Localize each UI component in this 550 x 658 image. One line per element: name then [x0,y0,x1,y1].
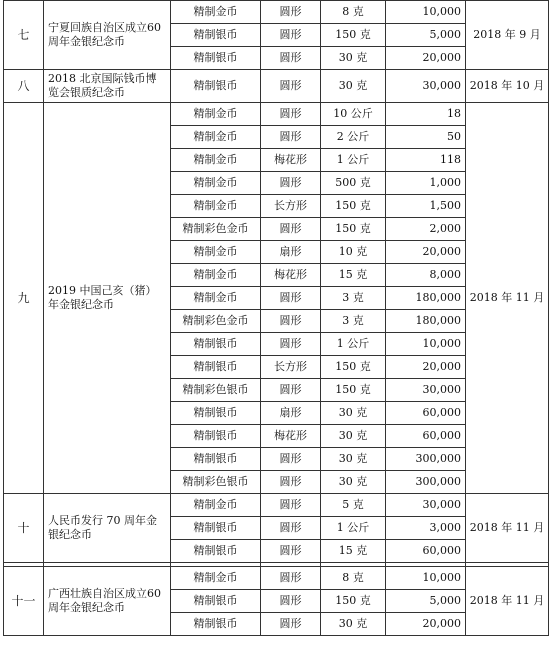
coin-type-cell: 精制金币 [171,1,261,24]
coin-shape-cell: 圆形 [261,590,321,613]
coin-spec-cell: 1 公斤 [321,149,386,172]
coin-spec-cell: 500 克 [321,172,386,195]
coin-quantity-cell: 300,000 [386,448,466,471]
coin-shape-cell: 圆形 [261,567,321,590]
table-body [4,1,549,636]
coin-type-cell: 精制彩色银币 [171,471,261,494]
coin-quantity-cell: 30,000 [386,379,466,402]
coin-type-cell: 精制金币 [171,195,261,218]
coin-type-cell: 精制银币 [171,517,261,540]
coin-type-cell: 精制银币 [171,590,261,613]
coin-type-cell: 精制彩色金币 [171,310,261,333]
coin-type-cell: 精制彩色银币 [171,379,261,402]
coin-type-cell: 精制银币 [171,540,261,563]
coin-quantity-cell: 60,000 [386,425,466,448]
coin-shape-cell: 扇形 [261,402,321,425]
coin-type-cell: 精制彩色金币 [171,218,261,241]
coin-shape-cell: 圆形 [261,287,321,310]
coin-spec-cell: 150 克 [321,24,386,47]
coin-spec-cell: 1 公斤 [321,517,386,540]
coin-shape-cell: 圆形 [261,70,321,103]
coin-program-name-cell: 人民币发行 70 周年金银纪念币 [44,494,171,563]
coin-quantity-cell: 60,000 [386,402,466,425]
group-seq-cell: 八 [4,70,44,103]
coin-spec-cell: 150 克 [321,218,386,241]
issue-date-cell: 2018 年 9 月 [466,1,549,70]
coin-spec-cell: 3 克 [321,310,386,333]
coin-shape-cell: 圆形 [261,47,321,70]
coin-quantity-cell: 1,500 [386,195,466,218]
coin-quantity-cell: 30,000 [386,70,466,103]
coin-program-name-cell: 广西壮族自治区成立60周年金银纪念币 [44,567,171,636]
coin-type-cell: 精制金币 [171,103,261,126]
coin-shape-cell: 圆形 [261,126,321,149]
coin-shape-cell: 圆形 [261,1,321,24]
coin-spec-cell: 30 克 [321,471,386,494]
table-row [4,567,549,590]
table-row [4,103,549,126]
coin-type-cell: 精制银币 [171,613,261,636]
coin-spec-cell: 30 克 [321,402,386,425]
coin-spec-cell: 8 克 [321,1,386,24]
coin-spec-cell: 30 克 [321,613,386,636]
coin-type-cell: 精制银币 [171,402,261,425]
coin-quantity-cell: 10,000 [386,1,466,24]
coin-shape-cell: 圆形 [261,218,321,241]
coin-quantity-cell: 1,000 [386,172,466,195]
coin-quantity-cell: 2,000 [386,218,466,241]
coin-spec-cell: 150 克 [321,379,386,402]
coin-quantity-cell: 118 [386,149,466,172]
coin-type-cell: 精制金币 [171,567,261,590]
coin-spec-cell: 8 克 [321,567,386,590]
coin-quantity-cell: 5,000 [386,24,466,47]
coin-shape-cell: 梅花形 [261,149,321,172]
coin-type-cell: 精制银币 [171,425,261,448]
coin-shape-cell: 梅花形 [261,425,321,448]
coin-shape-cell: 长方形 [261,356,321,379]
coin-shape-cell: 圆形 [261,494,321,517]
coin-type-cell: 精制银币 [171,24,261,47]
coin-quantity-cell: 3,000 [386,517,466,540]
coin-quantity-cell: 20,000 [386,47,466,70]
coin-shape-cell: 圆形 [261,448,321,471]
coin-quantity-cell: 180,000 [386,287,466,310]
coin-shape-cell: 圆形 [261,333,321,356]
coin-type-cell: 精制金币 [171,287,261,310]
coin-type-cell: 精制金币 [171,149,261,172]
coin-program-name-cell: 宁夏回族自治区成立60周年金银纪念币 [44,1,171,70]
coin-quantity-cell: 20,000 [386,356,466,379]
issue-date-cell: 2018 年 11 月 [466,494,549,563]
coin-spec-cell: 30 克 [321,448,386,471]
group-seq-cell: 七 [4,1,44,70]
coin-shape-cell: 圆形 [261,103,321,126]
coin-spec-cell: 1 公斤 [321,333,386,356]
group-seq-cell: 十 [4,494,44,563]
coin-shape-cell: 圆形 [261,379,321,402]
coin-spec-cell: 30 克 [321,425,386,448]
coin-program-name-cell: 2018 北京国际钱币博览会银质纪念币 [44,70,171,103]
coin-shape-cell: 圆形 [261,517,321,540]
coin-type-cell: 精制银币 [171,70,261,103]
table-row [4,70,549,103]
table-row [4,1,549,24]
issue-date-cell: 2018 年 11 月 [466,567,549,636]
coin-shape-cell: 圆形 [261,540,321,563]
coin-shape-cell: 圆形 [261,310,321,333]
coin-shape-cell: 圆形 [261,172,321,195]
coin-type-cell: 精制金币 [171,264,261,287]
coin-quantity-cell: 300,000 [386,471,466,494]
coin-spec-cell: 15 克 [321,264,386,287]
coin-spec-cell: 150 克 [321,195,386,218]
coin-spec-cell: 5 克 [321,494,386,517]
coin-issuance-table [3,0,549,636]
coin-spec-cell: 2 公斤 [321,126,386,149]
coin-type-cell: 精制金币 [171,241,261,264]
coin-type-cell: 精制银币 [171,333,261,356]
group-seq-cell: 十一 [4,567,44,636]
coin-spec-cell: 10 克 [321,241,386,264]
coin-spec-cell: 10 公斤 [321,103,386,126]
coin-program-name-cell: 2019 中国己亥（猪）年金银纪念币 [44,103,171,494]
coin-spec-cell: 15 克 [321,540,386,563]
coin-spec-cell: 150 克 [321,356,386,379]
coin-quantity-cell: 10,000 [386,567,466,590]
coin-type-cell: 精制银币 [171,47,261,70]
coin-quantity-cell: 50 [386,126,466,149]
coin-spec-cell: 3 克 [321,287,386,310]
coin-spec-cell: 30 克 [321,47,386,70]
coin-quantity-cell: 180,000 [386,310,466,333]
coin-spec-cell: 150 克 [321,590,386,613]
issue-date-cell: 2018 年 11 月 [466,103,549,494]
coin-quantity-cell: 30,000 [386,494,466,517]
coin-shape-cell: 圆形 [261,24,321,47]
coin-quantity-cell: 20,000 [386,613,466,636]
coin-shape-cell: 梅花形 [261,264,321,287]
table-row [4,494,549,517]
coin-type-cell: 精制银币 [171,448,261,471]
coin-quantity-cell: 18 [386,103,466,126]
coin-type-cell: 精制银币 [171,356,261,379]
coin-type-cell: 精制金币 [171,494,261,517]
coin-quantity-cell: 5,000 [386,590,466,613]
coin-quantity-cell: 10,000 [386,333,466,356]
coin-shape-cell: 圆形 [261,613,321,636]
coin-shape-cell: 扇形 [261,241,321,264]
coin-quantity-cell: 60,000 [386,540,466,563]
coin-shape-cell: 圆形 [261,471,321,494]
coin-type-cell: 精制金币 [171,172,261,195]
coin-type-cell: 精制金币 [171,126,261,149]
issue-date-cell: 2018 年 10 月 [466,70,549,103]
coin-quantity-cell: 20,000 [386,241,466,264]
coin-shape-cell: 长方形 [261,195,321,218]
coin-spec-cell: 30 克 [321,70,386,103]
coin-quantity-cell: 8,000 [386,264,466,287]
group-seq-cell: 九 [4,103,44,494]
